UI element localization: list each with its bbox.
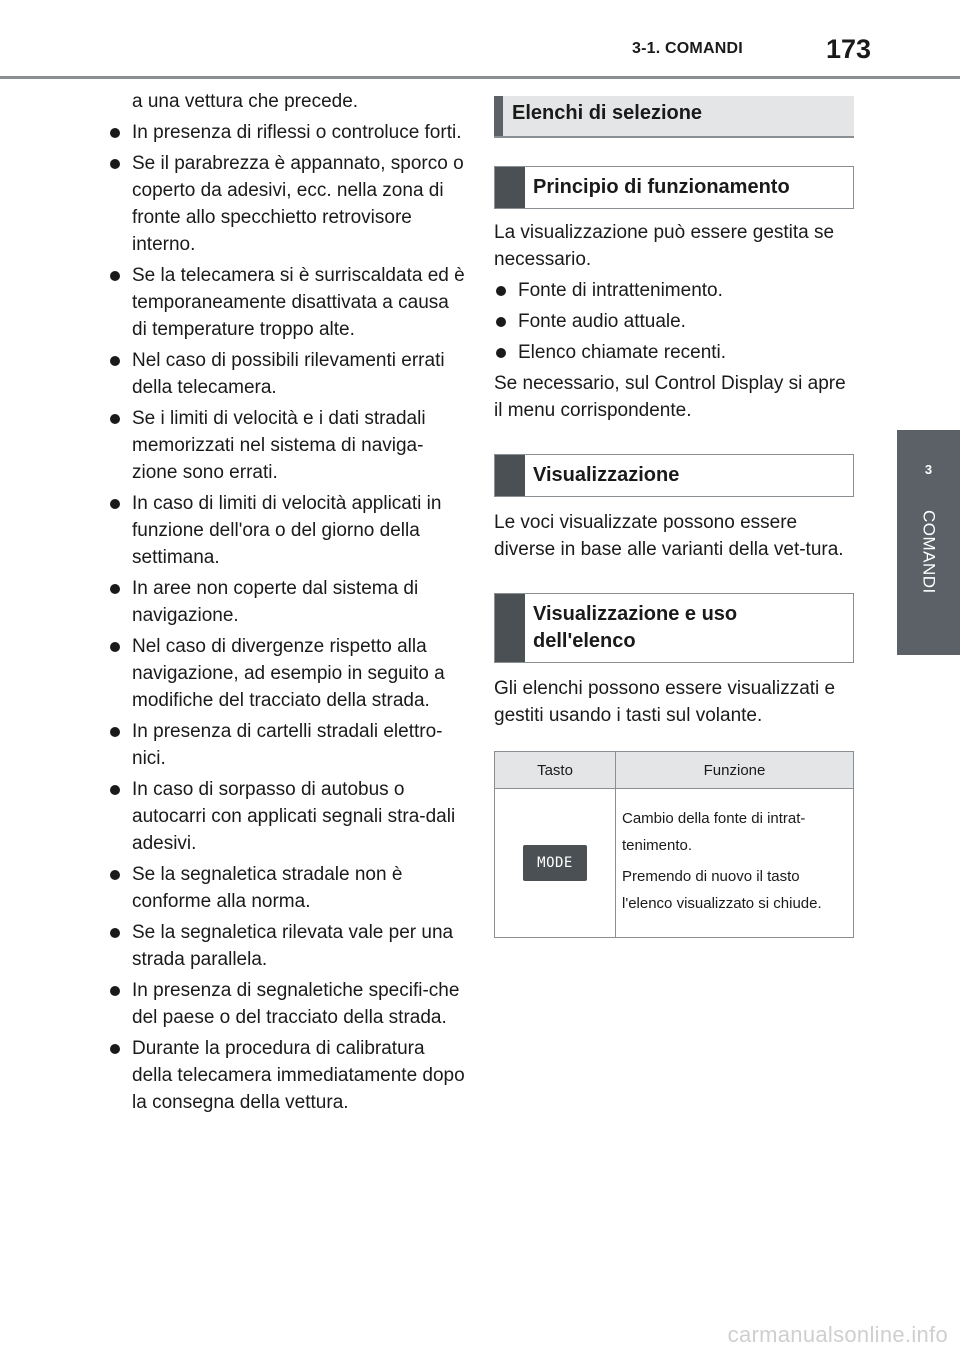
header-divider — [0, 76, 960, 79]
function-line: Premendo di nuovo il tasto l'elenco visualizzato si chiude. — [622, 868, 822, 912]
left-column — [108, 88, 468, 1120]
list-item: Elenco chiamate recenti. — [494, 339, 854, 366]
subsection-heading-text: Visualizzazione e uso dell'elenco — [533, 603, 738, 652]
bullet-icon — [110, 642, 120, 652]
chapter-number: 3 — [924, 462, 933, 477]
section-heading — [494, 96, 854, 138]
list-item: In presenza di cartelli stradali elettro-nici. — [108, 718, 468, 772]
list-item: Fonte audio attuale. — [494, 308, 854, 335]
column-header-key: Tasto — [495, 752, 616, 789]
list-item: Se il parabrezza è appannato, sporco o coperto da adesivi, ecc. nella zona di fronte allo specchietto retrovisore interno. — [108, 150, 468, 258]
chapter-tab[interactable] — [897, 430, 960, 655]
heading-accent-bar — [495, 455, 525, 496]
heading-accent-bar — [494, 96, 503, 136]
bullet-icon — [496, 286, 506, 296]
column-header-function: Funzione — [616, 752, 854, 789]
key-cell — [495, 789, 616, 938]
bullet-icon — [496, 348, 506, 358]
condition-list — [108, 119, 468, 1116]
right-column — [494, 96, 854, 938]
bullet-icon — [110, 128, 120, 138]
subsection-heading-text: Visualizzazione — [533, 464, 680, 486]
display-text: Le voci visualizzate possono essere diverse in base alle varianti della vet-tura. — [494, 512, 844, 560]
bullet-icon — [110, 727, 120, 737]
section-heading-text: Elenchi di selezione — [512, 102, 703, 124]
list-item: Se i limiti di velocità e i dati stradali memorizzati nel sistema di naviga-zione sono errati. — [108, 405, 468, 486]
function-line: Cambio della fonte di intrat-tenimento. — [622, 810, 806, 854]
list-item: In caso di limiti di velocità applicati in funzione dell'ora o del giorno della settimana. — [108, 490, 468, 571]
principle-outro: Se necessario, sul Control Display si apre il menu corrispondente. — [494, 373, 846, 421]
watermark — [0, 1322, 960, 1354]
list-item: Fonte di intrattenimento. — [494, 277, 854, 304]
bullet-icon — [110, 499, 120, 509]
bullet-icon — [110, 928, 120, 938]
list-item: Se la segnaletica rilevata vale per una strada parallela. — [108, 919, 468, 973]
principle-intro: La visualizzazione può essere gestita se necessario. — [494, 222, 835, 270]
subsection-heading-display — [494, 454, 854, 497]
usage-text: Gli elenchi possono essere visualizzati e gestiti usando i tasti sul volante. — [494, 678, 836, 726]
bullet-icon — [110, 356, 120, 366]
bullet-icon — [110, 584, 120, 594]
bullet-icon — [110, 271, 120, 281]
key-function-table — [494, 751, 854, 938]
list-item: Durante la procedura di calibratura della telecamera immediatamente dopo la consegna della vettura. — [108, 1035, 468, 1116]
list-item: In caso di sorpasso di autobus o autocarri con applicati segnali stra-dali adesivi. — [108, 776, 468, 857]
page-number: 173 — [826, 34, 872, 64]
section-title: 3-1. COMANDI — [632, 40, 743, 57]
list-item: In presenza di segnaletiche specifi-che del paese o del tracciato della strada. — [108, 977, 468, 1031]
subsection-heading-text: Principio di funzionamento — [533, 176, 790, 198]
list-item: Se la segnaletica stradale non è conforme alla norma. — [108, 861, 468, 915]
bullet-icon — [110, 414, 120, 424]
mode-button-icon: MODE — [523, 845, 587, 881]
list-item: In presenza di riflessi o controluce forti. — [108, 119, 468, 146]
heading-accent-bar — [495, 594, 525, 662]
bullet-icon — [110, 870, 120, 880]
chapter-label: COMANDI — [919, 510, 939, 594]
subsection-heading-usage — [494, 593, 854, 663]
bullet-icon — [496, 317, 506, 327]
bullet-icon — [110, 986, 120, 996]
principle-list — [494, 277, 854, 366]
continued-text: a una vettura che precede. — [132, 91, 359, 112]
list-item: Nel caso di possibili rilevamenti errati della telecamera. — [108, 347, 468, 401]
bullet-icon — [110, 159, 120, 169]
list-item: In aree non coperte dal sistema di navigazione. — [108, 575, 468, 629]
subsection-heading-principle — [494, 166, 854, 209]
watermark-text: carmanualsonline.info — [727, 1322, 948, 1347]
function-cell — [616, 789, 854, 938]
bullet-icon — [110, 1044, 120, 1054]
heading-accent-bar — [495, 167, 525, 208]
table-row — [495, 789, 854, 938]
bullet-icon — [110, 785, 120, 795]
list-item: Se la telecamera si è surriscaldata ed è temporaneamente disattivata a causa di temperature troppo alte. — [108, 262, 468, 343]
list-item: Nel caso di divergenze rispetto alla navigazione, ad esempio in seguito a modifiche del tracciato della strada. — [108, 633, 468, 714]
